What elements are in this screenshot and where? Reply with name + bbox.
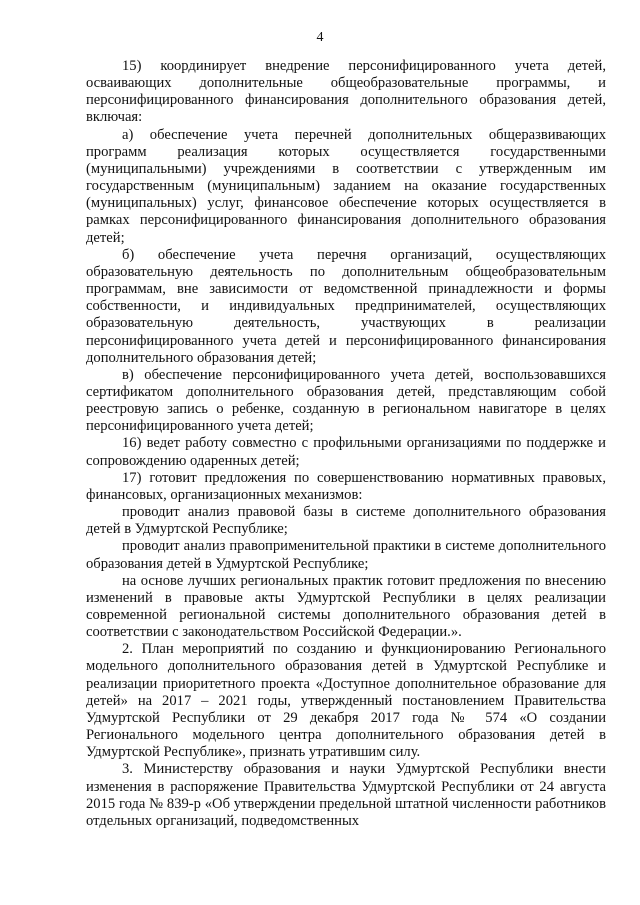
paragraph-subitem-a: а) обеспечение учета перечней дополнительных общеразвивающих программ реализация которых осуществляется государственными (муниципальными) учреждениями в соответствии с утвержденным им государственным (муниципальным) заданием на оказание государственных (муниципальных) услуг, финансовое обеспечение которых осуществляется в рамках персонифицированного финансирования дополнительного образования детей; <box>86 126 606 246</box>
paragraph-item-17: 17) готовит предложения по совершенствованию нормативных правовых, финансовых, организационных механизмов: <box>86 469 606 503</box>
paragraph-section-2: 2. План мероприятий по созданию и функционированию Регионального модельного дополнительного образования детей в Удмуртской Республике и реализации приоритетного проекта «Доступное дополнительное образование для детей» на 2017 – 2021 годы, утвержденный постановлением Правительства Удмуртской Республики от 29 декабря 2017 года № 574 «О создании Регионального модельного центра дополнительного образования детей в Удмуртской Республике», признать утратившим силу. <box>86 641 606 761</box>
paragraph-item-16: 16) ведет работу совместно с профильными организациями по поддержке и сопровождению одаренных детей; <box>86 435 606 469</box>
paragraph-subitem-v: в) обеспечение персонифицированного учета детей, воспользовавшихся сертификатом дополнительного образования детей, представляющим собой реестровую запись о ребенке, созданную в региональном навигаторе в целях персонифицированного учета детей; <box>86 366 606 435</box>
paragraph-item-17-proposals: на основе лучших региональных практик готовит предложения по внесению изменений в правовые акты Удмуртской Республики в целях реализации современной региональной системы дополнительного образования детей в соответствии с законодательством Российской Федерации.». <box>86 572 606 641</box>
page-number: 4 <box>316 30 324 45</box>
paragraph-item-17-analysis-legal: проводит анализ правовой базы в системе дополнительного образования детей в Удмуртской Республике; <box>86 504 606 538</box>
document-body <box>86 58 606 830</box>
paragraph-item-17-analysis-practice: проводит анализ правоприменительной практики в системе дополнительного образования детей в Удмуртской Республике; <box>86 538 606 572</box>
paragraph-subitem-b: б) обеспечение учета перечня организаций, осуществляющих образовательную деятельность по дополнительным общеобразовательным программам, вне зависимости от ведомственной принадлежности и формы собственности, и индивидуальных предпринимателей, осуществляющих образовательную деятельность, участвующих в реализации персонифицированного учета детей и персонифицированного финансирования дополнительного образования детей; <box>86 246 606 366</box>
paragraph-section-3: 3. Министерству образования и науки Удмуртской Республики внести изменения в распоряжение Правительства Удмуртской Республики от 24 августа 2015 года № 839-р «Об утверждении предельной штатной численности работников отдельных организаций, подведомственных <box>86 761 606 829</box>
paragraph-item-15: 15) координирует внедрение персонифицированного учета детей, осваивающих дополнительные общеобразовательные программы, и персонифицированного финансирования дополнительного образования детей, включая: <box>86 58 606 126</box>
